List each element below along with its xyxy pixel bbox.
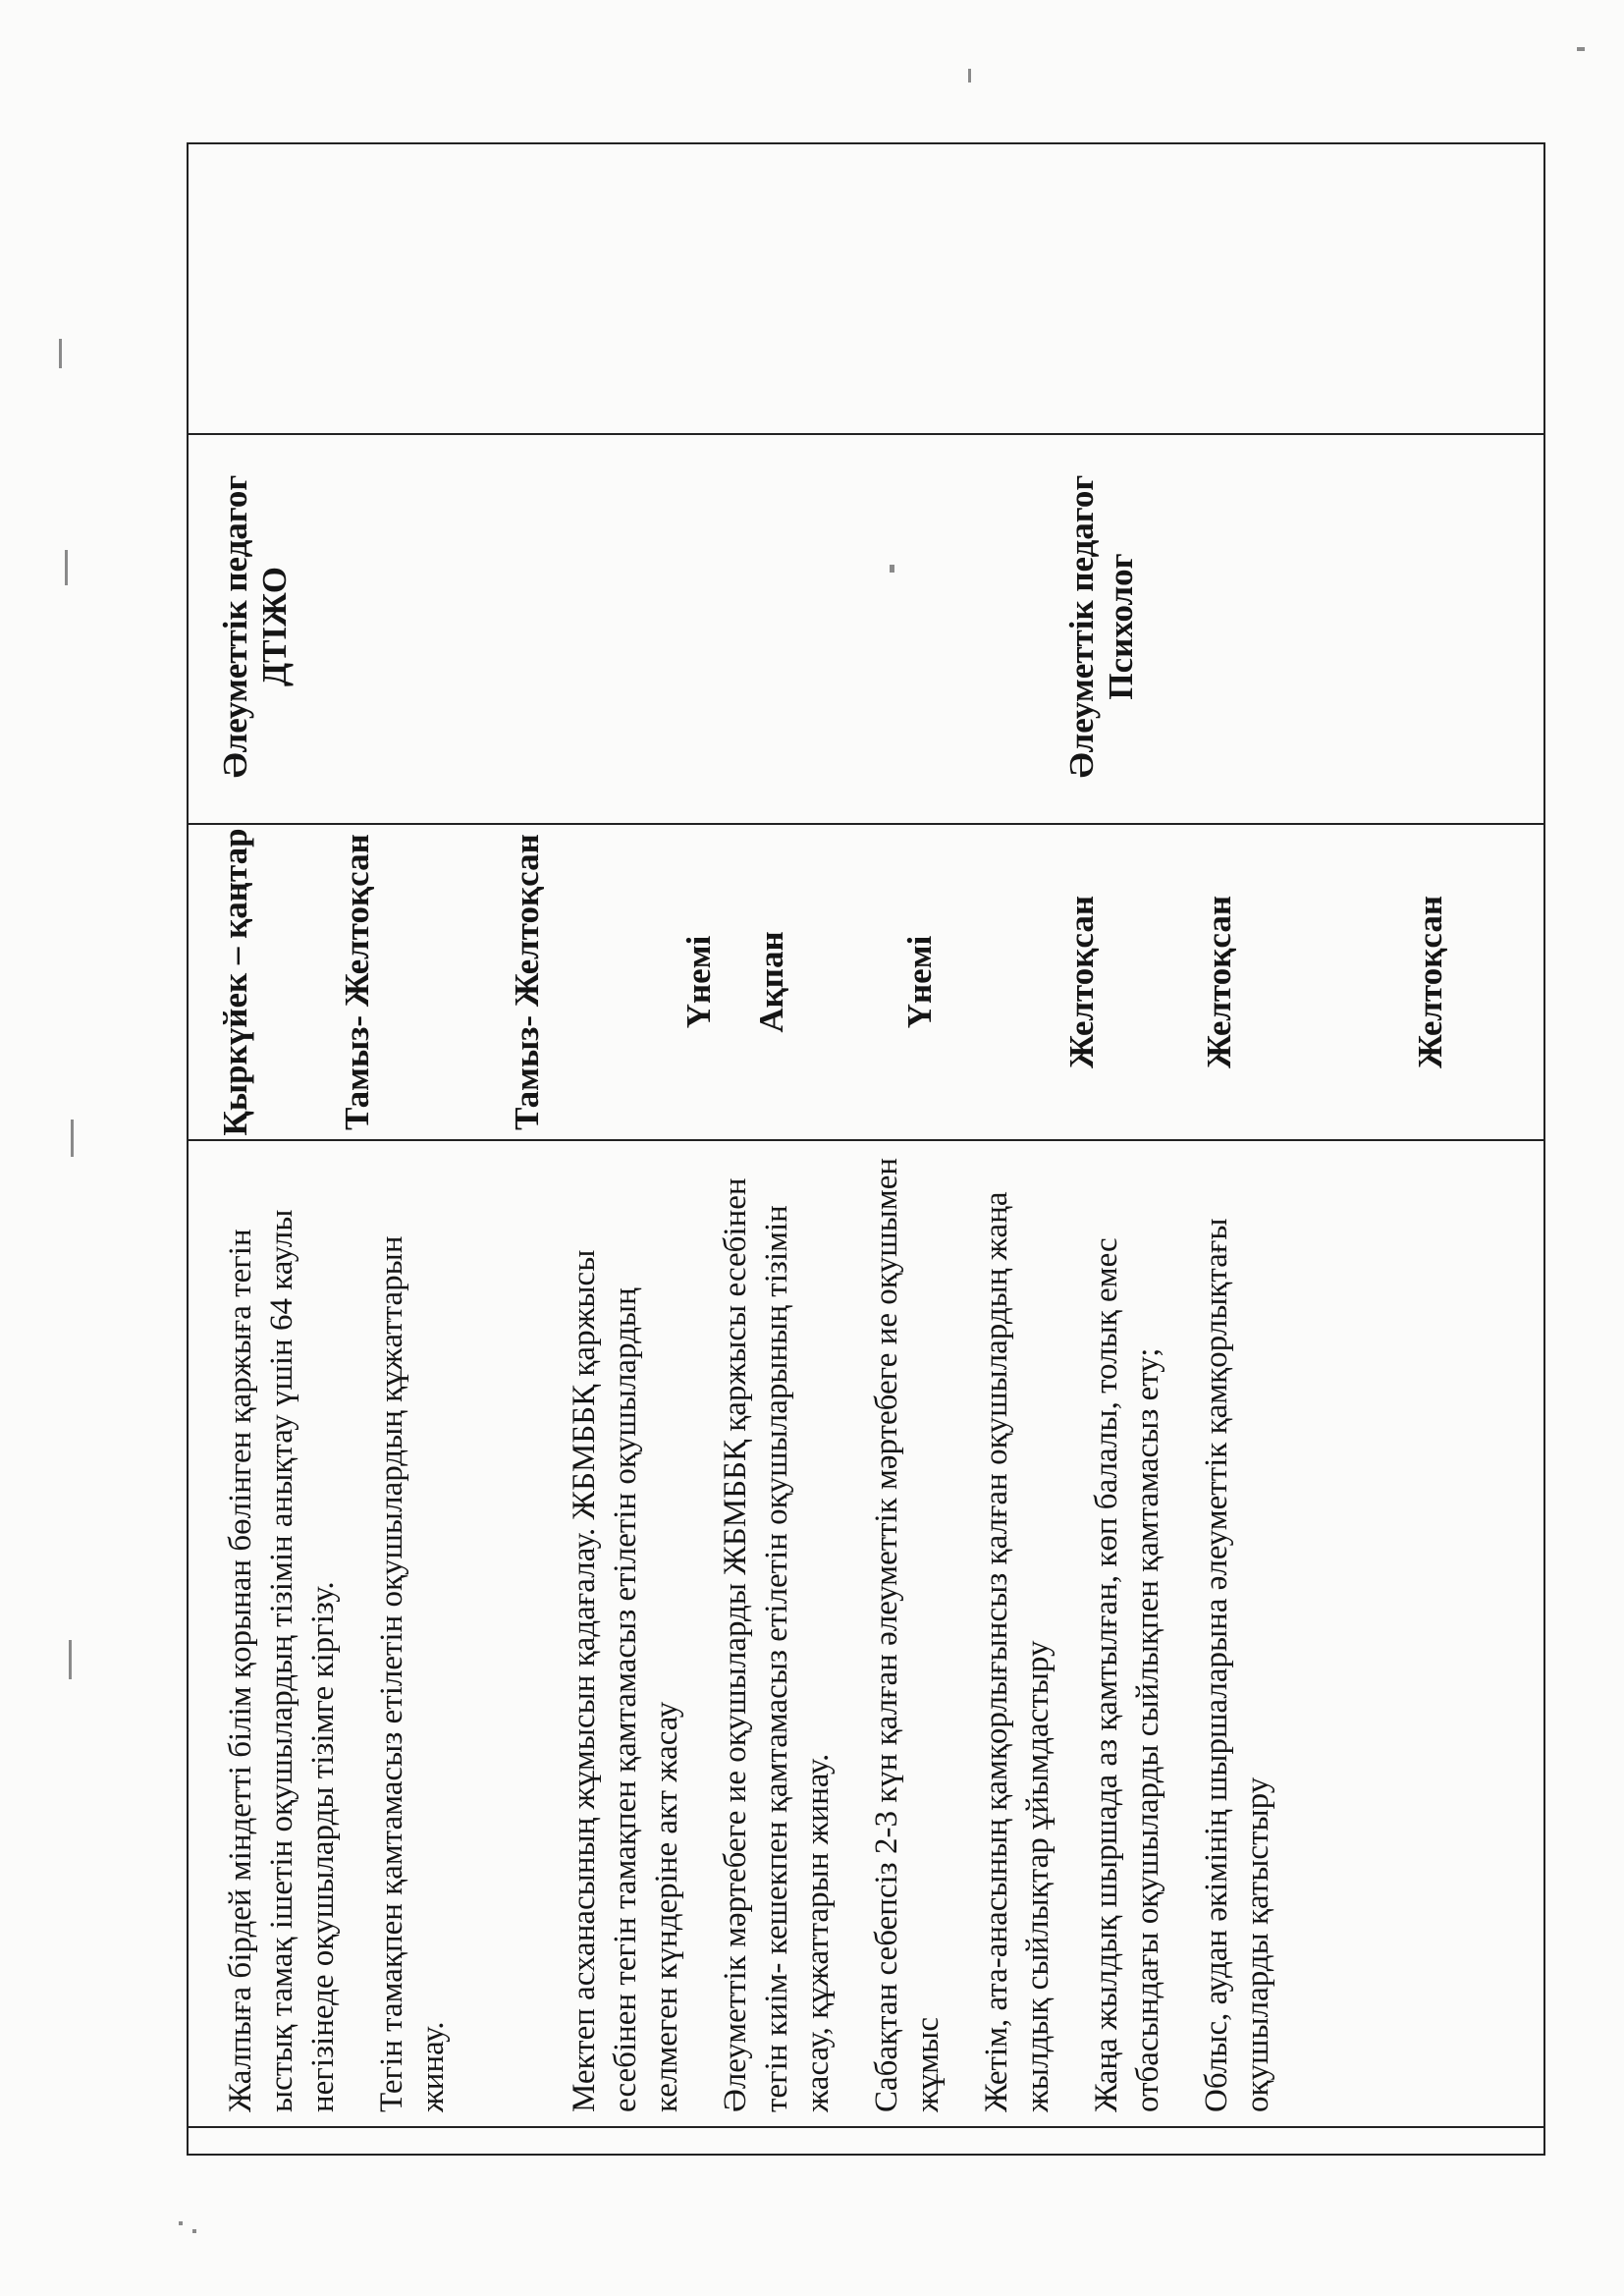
term-item: Желтоқсан — [1411, 895, 1449, 1069]
term-item: Ақпан — [752, 931, 790, 1033]
task-item: Сабақтан себепсіз 2-3 күн қалған әлеуметтік мәртебеге ие оқушымен жұмыс — [869, 1157, 946, 2112]
scan-mark — [71, 1120, 74, 1157]
rotated-page — [187, 142, 1542, 2156]
table-row — [188, 143, 1544, 2155]
responsible-cell — [188, 434, 1544, 824]
scan-mark — [968, 69, 971, 82]
term-item: Желтоқсан — [1200, 895, 1238, 1069]
scan-mark — [65, 550, 68, 585]
term-item: Үнемі — [679, 935, 718, 1029]
scan-mark — [179, 2221, 183, 2225]
plan-table — [187, 142, 1545, 2156]
term-item: Қыркүйек – қаңтар — [216, 828, 254, 1136]
term-item: Тамыз- Желтоқсан — [508, 834, 546, 1130]
responsible-item: Әлеуметтік педагог Психолог — [1062, 474, 1140, 779]
term-cell — [188, 824, 1544, 1140]
task-item: Әлеуметтік мәртебеге ие оқушыларды ЖБМББҚ қаржысы есебінен тегін киім- кешекпен қамтамасыз етілетін оқушыларының тізімін жасау, құжаттарын жинау. — [718, 1177, 836, 2112]
task-item: Жаңа жылдық шыршада аз қамтылған, көп балалы, толық емес отбасындағы оқушыларды сыйлықпен қамтамасыз ету; — [1089, 1237, 1165, 2112]
task-item: Мектеп асханасының жұмысын қадағалау. ЖБМББҚ қаржысы есебінен тегін тамақпен қамтамасыз етілетін оқушылардың келмеген күндеріне акт жасау — [567, 1249, 684, 2112]
task-cell — [188, 1140, 1544, 2127]
scan-mark — [1577, 47, 1585, 51]
scan-mark — [192, 2229, 196, 2233]
task-item: Тегін тамақпен қамтамасыз етілетін оқушылардың құжаттарын жинау. — [374, 1235, 451, 2112]
term-item: Желтоқсан — [1062, 895, 1101, 1069]
task-item: Жалпыға бірдей міндетті білім қорынан бөлінген қаржыға тегін ыстық тамақ ішетін оқушылардың тізімін анықтау үшін 64 каулы негізінеде оқушыларды тізімге кіргізу. — [223, 1209, 341, 2112]
scan-mark — [69, 1640, 72, 1679]
term-item: Үнемі — [900, 935, 939, 1029]
note-cell — [188, 143, 1544, 434]
term-item: Тамыз- Желтоқсан — [338, 834, 376, 1130]
task-item: Жетім, ата-анасының қамқорлығынсыз қалған оқушылардың жаңа жылдық сыйлықтар ұйымдастыру — [979, 1191, 1056, 2112]
responsible-item: Әлеуметтік педагог ДТІЖО — [216, 474, 294, 779]
number-cell — [188, 2127, 1544, 2155]
task-item: Облыс, аудан әкімінің шыршаларына әлеуметтік қамқорлықтағы оқушыларды қатыстыру — [1199, 1218, 1275, 2112]
scan-mark — [59, 339, 62, 368]
